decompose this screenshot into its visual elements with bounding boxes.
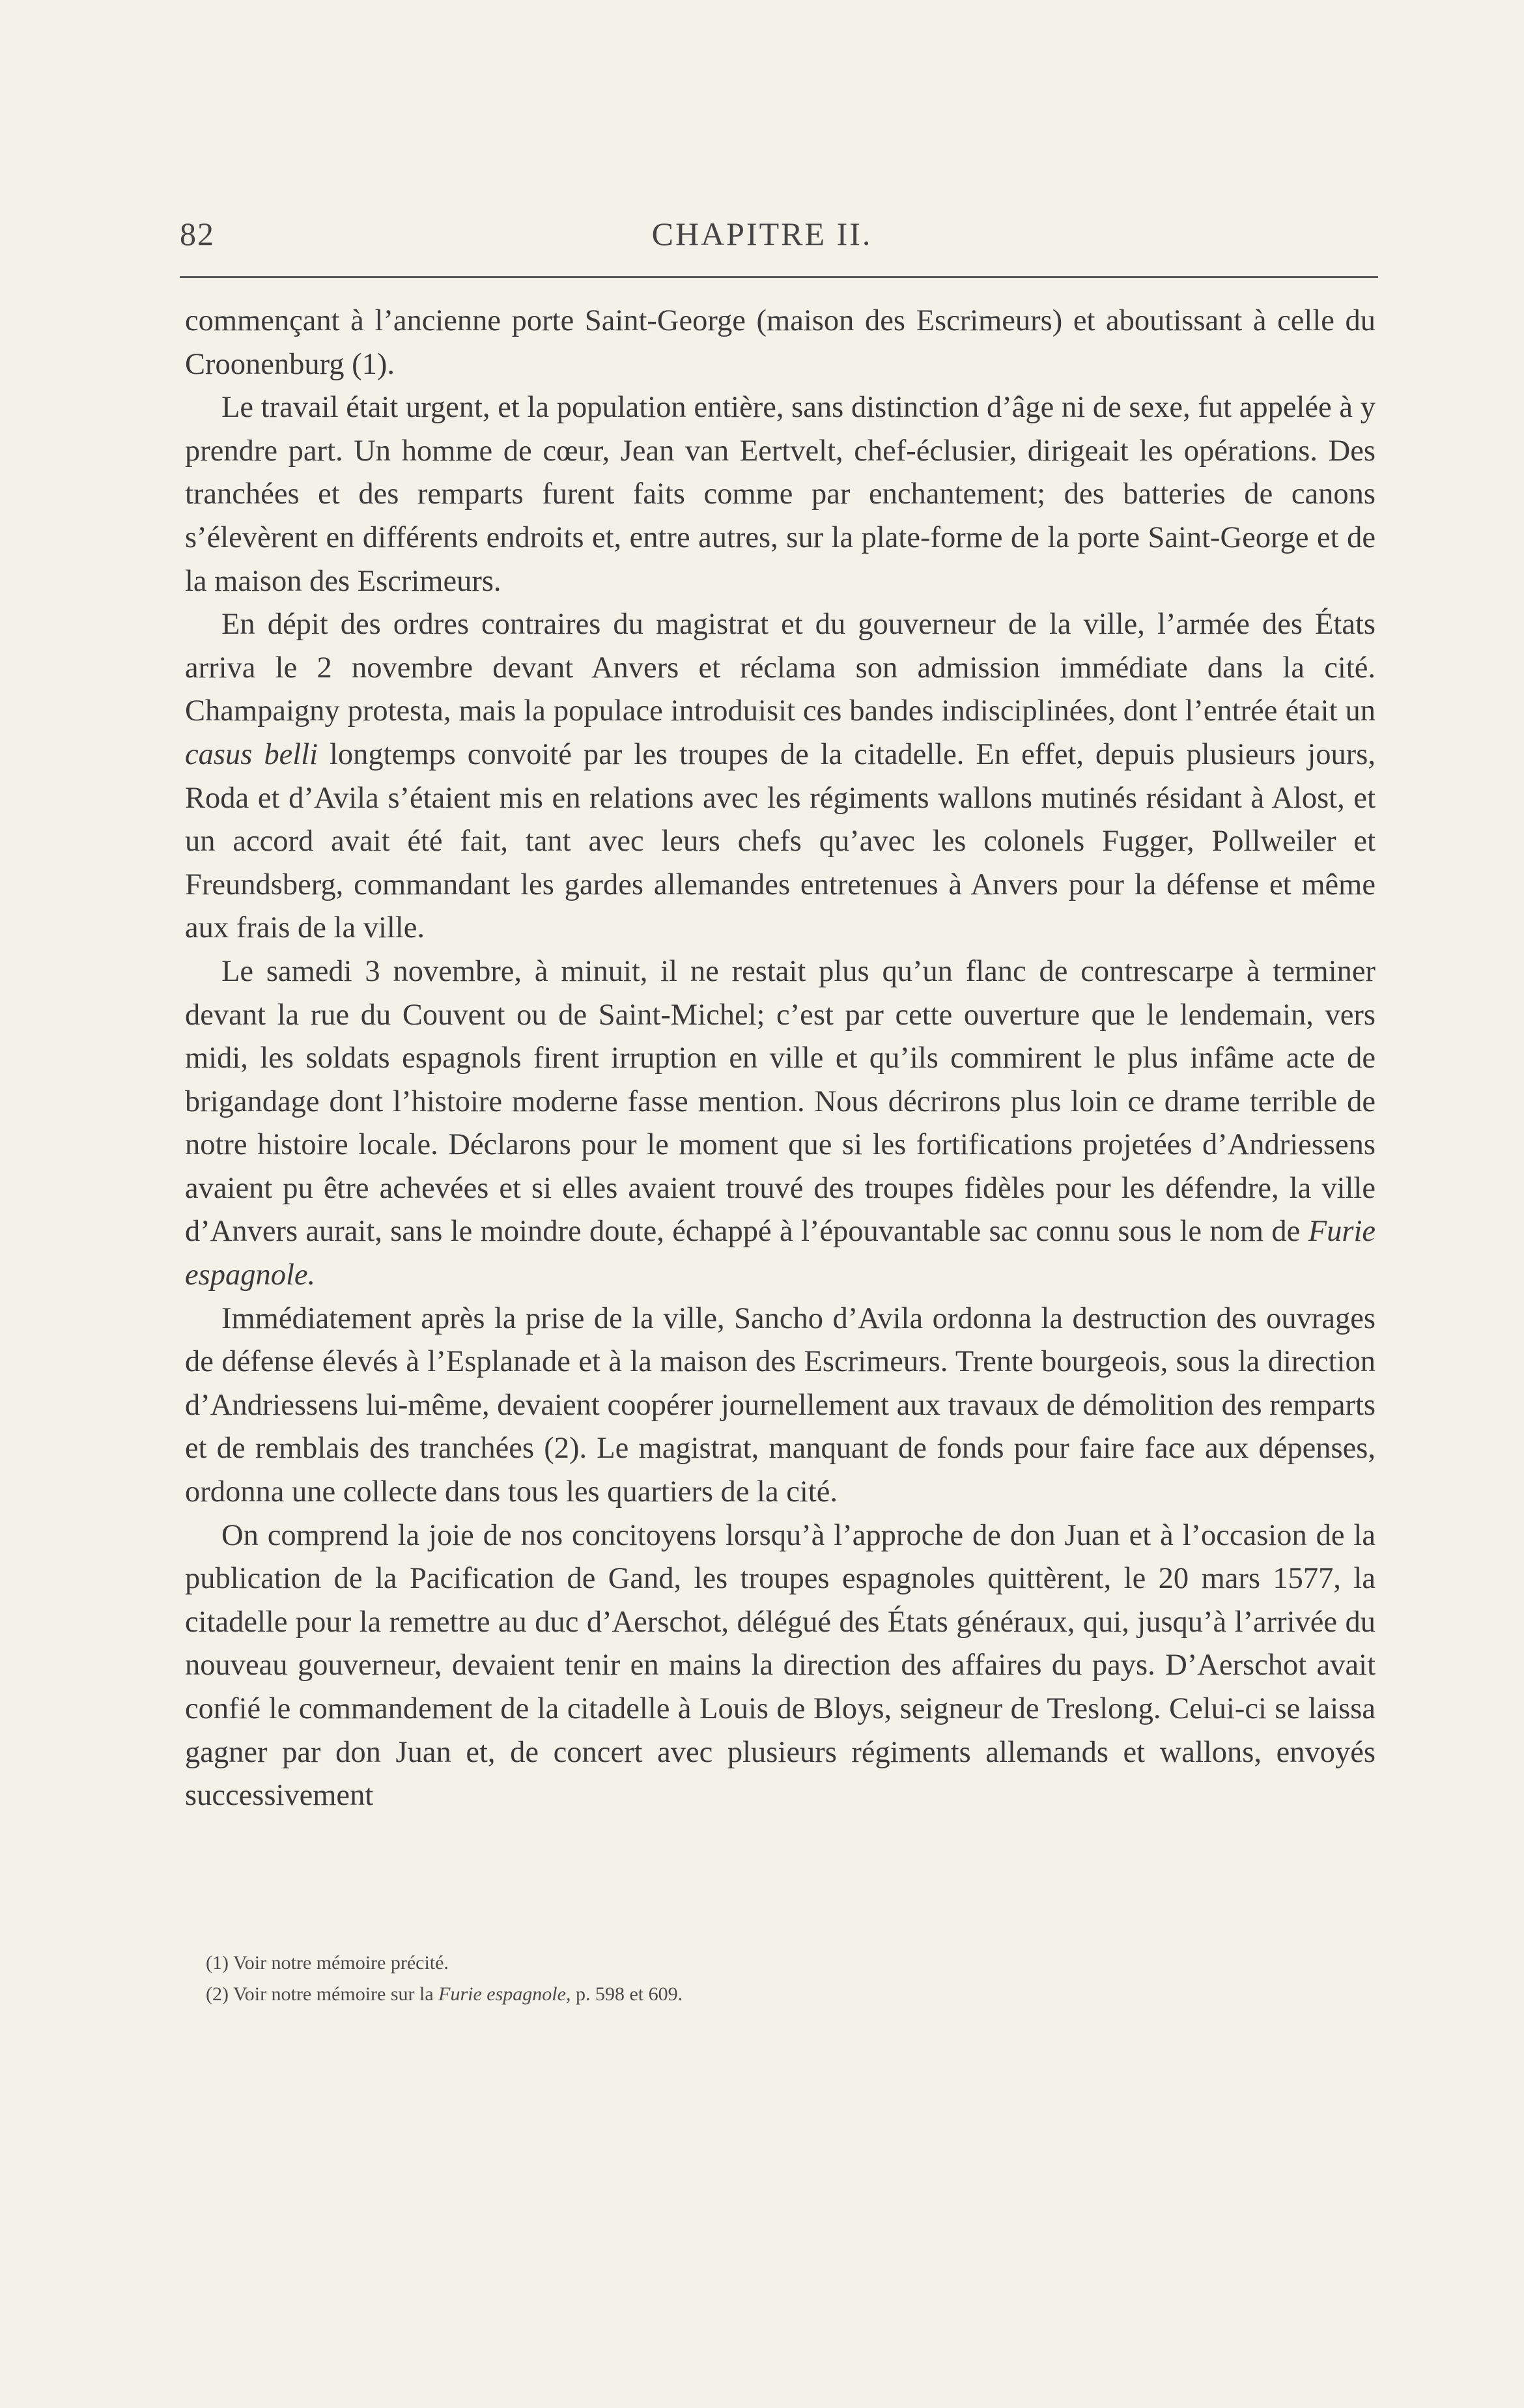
footnote-2-part-b: p. 598 et 609.: [575, 1983, 683, 2005]
footnote-2-part-a: (2) Voir notre mémoire sur la: [206, 1983, 434, 2005]
paragraph-2: Le travail était urgent, et la population entière, sans distinction d’âge ni de sexe, fut appelée à y prendre part. Un homme de cœur, Jean van Eertvelt, chef-éclusier, dirigeait les opérations. Des tranchées et des remparts furent faits comme par enchantement; des batteries de canons s’élevèrent en différents endroits et, entre autres, sur la plate-forme de la porte Saint-George et de la maison des Escrimeurs.: [185, 391, 1376, 598]
paragraph-1: commençant à l’ancienne porte Saint-George (maison des Escrimeurs) et aboutissant à celle du Croonenburg (1).: [185, 304, 1376, 381]
paragraph-5: Immédiatement après la prise de la ville, Sancho d’Avila ordonna la destruction des ouvrages de défense élevés à l’Esplanade et à la maison des Escrimeurs. Trente bourgeois, sous la direction d’Andriessens lui-même, devaient coopérer journellement aux travaux de démolition des remparts et de remblais des tranchées (2). Le magistrat, manquant de fonds pour faire face aux dépenses, ordonna une collecte dans tous les quartiers de la cité.: [185, 1301, 1376, 1509]
page-number: 82: [180, 216, 215, 252]
footnote-2: [206, 1979, 1313, 2010]
paragraph-3-part-a: En dépit des ordres contraires du magistrat et du gouverneur de la ville, l’armée des États arriva le 2 novembre devant Anvers et réclama son admission immédiate dans la cité. Champaigny protesta, mais la populace introduisit ces bandes indisciplinées, dont l’entrée était un: [185, 608, 1376, 728]
running-title: CHAPITRE II.: [651, 216, 873, 252]
footnote-2-italic: Furie espagnole,: [438, 1983, 571, 2005]
paragraph-4-italic: Furie espagnole.: [185, 1215, 1376, 1292]
paragraph-4-part-a: Le samedi 3 novembre, à minuit, il ne restait plus qu’un flanc de contrescarpe à terminer devant la rue du Couvent ou de Saint-Michel; c’est par cette ouverture que le lendemain, vers midi, les soldats espagnols firent irruption en ville et qu’ils commirent le plus infâme acte de brigandage dont l’histoire moderne fasse mention. Nous décrirons plus loin ce drame terrible de notre histoire locale. Déclarons pour le moment que si les fortifications projetées d’Andriessens avaient pu être achevées et si elles avaient trouvé des troupes fidèles pour les défendre, la ville d’Anvers aurait, sans le moindre doute, échappé à l’épouvantable sac connu sous le nom de: [185, 954, 1376, 1249]
paragraph-3-italic: casus belli: [185, 737, 318, 771]
paragraph-3-part-b: longtemps convoité par les troupes de la citadelle. En effet, depuis plusieurs jours, Roda et d’Avila s’étaient mis en relations avec les régiments wallons mutinés résidant à Alost, et un accord avait été fait, tant avec leurs chefs qu’avec les colonels Fugger, Pollweiler et Freundsberg, commandant les gardes allemandes entretenues à Anvers pour la défense et même aux frais de la ville.: [185, 737, 1376, 945]
body-text: [185, 300, 1376, 1818]
paragraph-3: [185, 603, 1376, 950]
paragraph-4: [185, 950, 1376, 1297]
paragraph-6: On comprend la joie de nos concitoyens lorsqu’à l’approche de don Juan et à l’occasion de la publication de la Pacification de Gand, les troupes espagnoles quittèrent, le 20 mars 1577, la citadelle pour la remettre au duc d’Aerschot, délégué des États généraux, qui, jusqu’à l’arrivée du nouveau gouverneur, devaient tenir en mains la direction des affaires du pays. D’Aerschot avait confié le commandement de la citadelle à Louis de Bloys, seigneur de Treslong. Celui-ci se laissa gagner par don Juan et, de concert avec plusieurs régiments allemands et wallons, envoyés successivement: [185, 1518, 1376, 1813]
footnotes: [206, 1948, 1313, 2010]
footnote-1: (1) Voir notre mémoire précité.: [206, 1952, 449, 1974]
header-rule: [180, 276, 1378, 278]
